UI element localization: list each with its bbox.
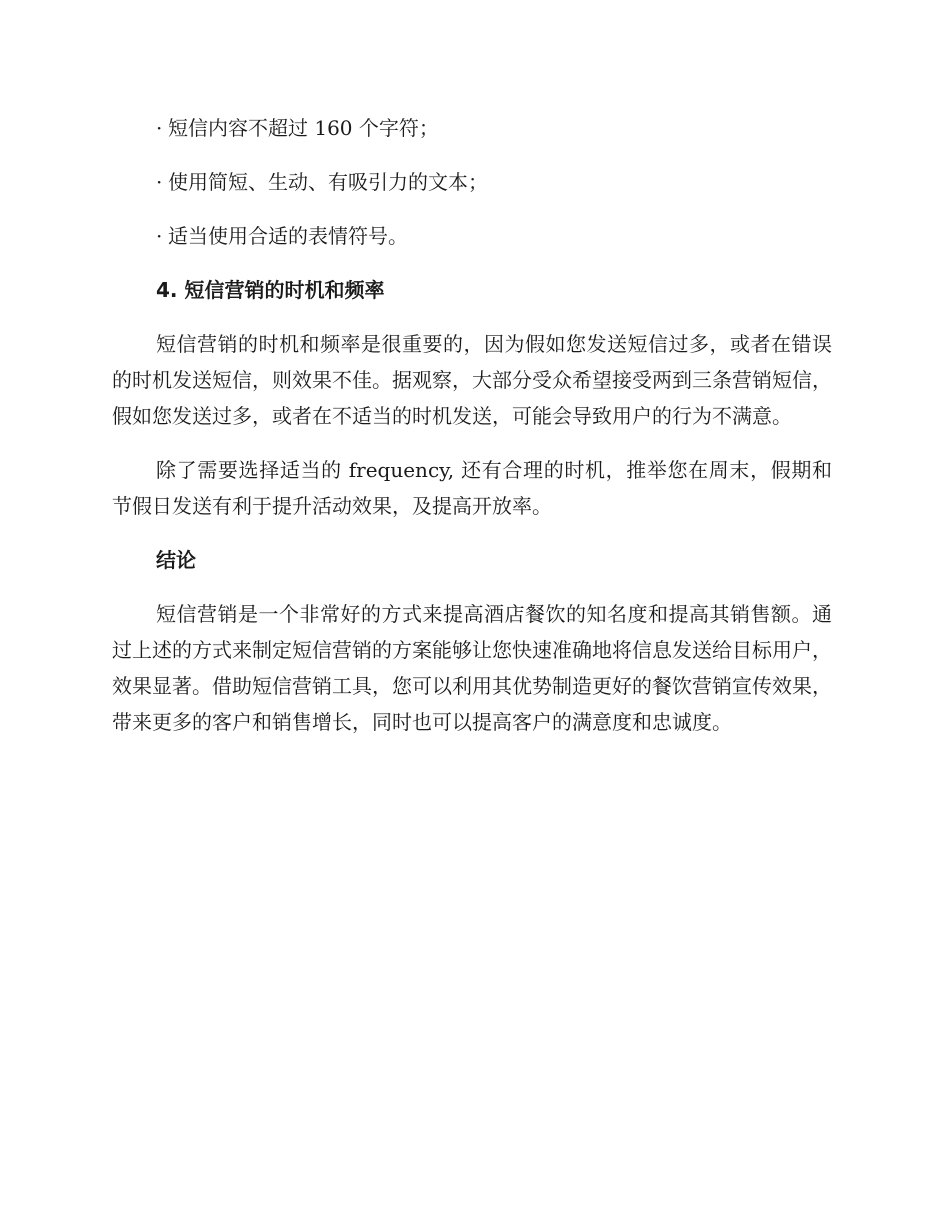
- bullet-dot: ·: [156, 224, 163, 248]
- bullet-dot: ·: [156, 116, 163, 140]
- bullet-text: 适当使用合适的表情符号。: [168, 224, 408, 248]
- bullet-text: 使用简短、生动、有吸引力的文本；: [168, 170, 488, 194]
- bullet-item: [156, 110, 832, 146]
- conclusion-paragraph: 短信营销是一个非常好的方式来提高酒店餐饮的知名度和提高其销售额。通过上述的方式来制定短信营销的方案能够让您快速准确地将信息发送给目标用户，效果显著。借助短信营销工具，您可以利用其优势制造更好的餐饮营销宣传效果，带来更多的客户和销售增长，同时也可以提高客户的满意度和忠诚度。: [112, 602, 832, 734]
- section-paragraph: 短信营销的时机和频率是很重要的，因为假如您发送短信过多，或者在错误的时机发送短信，则效果不佳。据观察，大部分受众希望接受两到三条营销短信，假如您发送过多，或者在不适当的时机发送，可能会导致用户的行为不满意。: [112, 332, 832, 428]
- section-paragraph: 除了需要选择适当的 frequency, 还有合理的时机，推举您在周末，假期和节假日发送有利于提升活动效果，及提高开放率。: [112, 458, 832, 518]
- document-body: [112, 110, 832, 758]
- bullet-item: [156, 164, 832, 200]
- section-heading: 4. 短信营销的时机和频率: [156, 278, 385, 302]
- conclusion-heading: 结论: [156, 548, 196, 572]
- bullet-item: [156, 218, 832, 254]
- bullet-text: 短信内容不超过 160 个字符；: [168, 116, 439, 140]
- bullet-dot: ·: [156, 170, 163, 194]
